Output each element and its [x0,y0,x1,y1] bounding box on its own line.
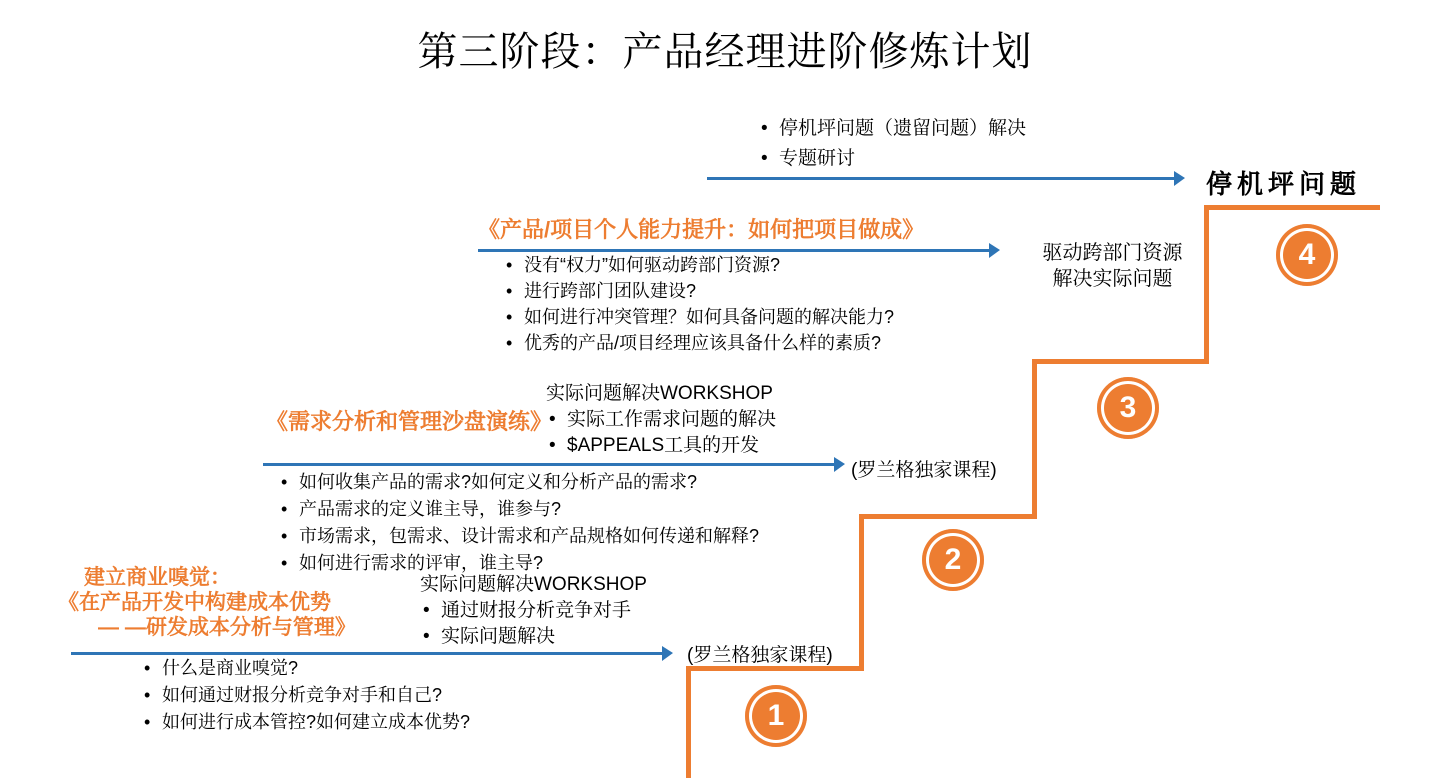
course-cost-heading-line2: 《在产品开发中构建成本优势 [58,591,331,614]
list-item: • 没有“权力”如何驱动跨部门资源? [503,252,894,278]
workshop-bullet-list [420,598,647,650]
step-circle-1 [745,685,807,747]
course-ability-bullet-list [503,252,894,356]
list-item: • 如何通过财报分析竞争对手和自己? [141,682,470,709]
course-requirements-heading: 《需求分析和管理沙盘演练》 [266,409,553,434]
course-requirements-bullet-list [278,469,759,577]
stair-step3-horizontal-line [1032,359,1209,364]
top-track-bullet-list [758,114,1026,174]
course-cost-bullet-list [141,655,470,736]
course-requirements-exclusive-note: (罗兰格独家课程) [851,460,997,481]
course-cost-workshop [420,572,647,650]
stair-step4-vertical-line [1204,205,1209,364]
stair-step1-horizontal-line [686,666,864,671]
page-title: 第三阶段：产品经理进阶修炼计划 [417,30,1033,74]
list-item: • 优秀的产品/项目经理应该具备什么样的素质? [503,330,894,356]
list-item: • 如何进行需求的评审，谁主导? [278,550,759,577]
stair-step2-horizontal-line [859,514,1037,519]
stair-step1-vertical-line [686,666,691,778]
course-requirements-workshop [546,381,776,459]
step-circle-number: 4 [1298,238,1316,271]
list-item: • 实际问题解决 [420,624,647,650]
list-item: • 市场需求，包需求、设计需求和产品规格如何传递和解释? [278,523,759,550]
list-item: • 专题研讨 [758,144,1026,174]
step-circle-4 [1276,224,1338,286]
course-ability-heading: 《产品/项目个人能力提升：如何把项目做成》 [478,217,925,242]
course-ability-outcome [1025,240,1200,292]
course-cost-exclusive-note: (罗兰格独家课程) [687,645,833,666]
stair-step3-vertical-line [1032,359,1037,519]
workshop-title: 实际问题解决WORKSHOP [546,383,773,404]
list-item: • 产品需求的定义谁主导，谁参与? [278,496,759,523]
list-item: • $APPEALS工具的开发 [546,433,776,459]
step-circle-2 [922,529,984,591]
stair-step2-vertical-line [859,514,864,671]
top-track-arrow-right-icon [707,177,1174,180]
list-item: • 如何进行冲突管理？如何具备问题的解决能力? [503,304,894,330]
workshop-title: 实际问题解决WORKSHOP [420,574,647,595]
step-circle-3 [1097,377,1159,439]
list-item: • 停机坪问题（遗留问题）解决 [758,114,1026,144]
list-item: • 什么是商业嗅觉? [141,655,470,682]
list-item: • 进行跨部门团队建设? [503,278,894,304]
list-item: • 如何收集产品的需求?如何定义和分析产品的需求? [278,469,759,496]
top-result-label: 停机坪问题 [1206,169,1362,199]
list-item: • 如何进行成本管控?如何建立成本优势? [141,709,470,736]
list-item: • 通过财报分析竞争对手 [420,598,647,624]
outcome-line: 驱动跨部门资源 [1042,242,1183,264]
step-circle-number: 3 [1119,391,1137,424]
course-cost-heading-line1: 建立商业嗅觉： [84,566,231,589]
course-requirements-arrow-right-icon [263,463,834,466]
course-cost-heading-line3: — —研发成本分析与管理》 [98,616,356,639]
workshop-bullet-list [546,407,776,459]
step-circle-number: 2 [944,543,962,576]
outcome-line: 解决实际问题 [1052,268,1173,290]
stair-step4-horizontal-line [1204,205,1380,210]
list-item: • 实际工作需求问题的解决 [546,407,776,433]
step-circle-number: 1 [767,699,785,732]
